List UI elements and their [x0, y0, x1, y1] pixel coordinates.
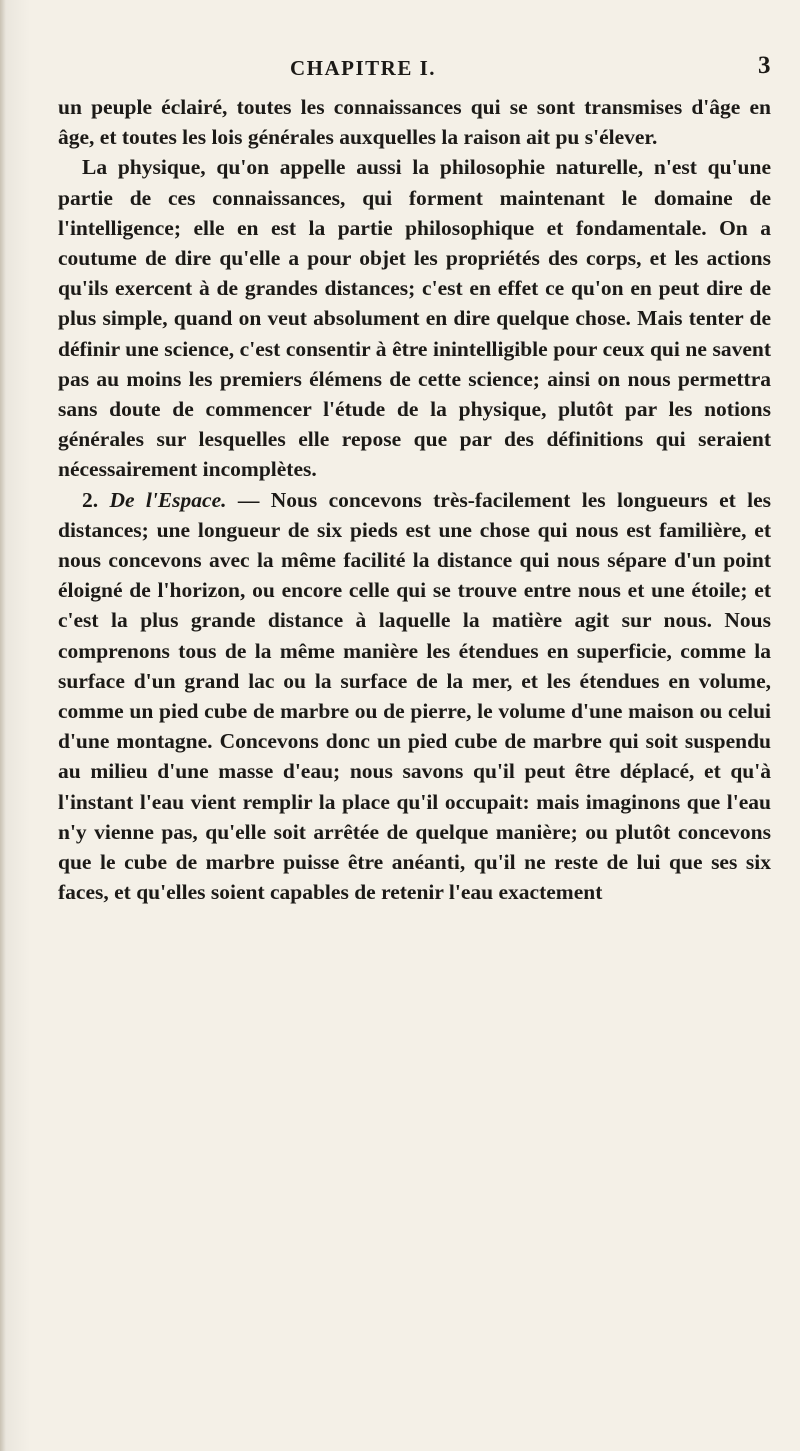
section-dash: —: [226, 487, 271, 512]
paragraph-1: un peuple éclairé, toutes les connaissances qui se sont transmises d'âge en âge, et toutes les lois générales auxquelles la raison ait pu s'élever.: [58, 95, 771, 150]
page-header: [0, 44, 800, 84]
paragraph-3: Nous concevons très-facilement les longueurs et les distances; une longueur de six pieds est une chose qui nous est familière, et nous concevons avec la même facilité la distance qui nous sépare d'un point éloigné de l'horizon, ou encore celle qui se trouve entre nous et une étoile; et c'est la plus grande distance à laquelle la matière agit sur nous. Nous comprenons tous de la même manière les étendues en superficie, comme la surface d'un grand lac ou la surface de la mer, et les étendues en volume, comme un pied cube de marbre ou de pierre, le volume d'une maison ou celui d'une montagne. Concevons donc un pied cube de marbre qui soit suspendu au milieu d'une masse d'eau; nous savons qu'il peut être déplacé, et qu'à l'instant l'eau vient remplir la place qu'il occupait: mais imaginons que l'eau n'y vienne pas, qu'elle soit arrêtée de quelque manière; ou plutôt concevons que le cube de marbre puisse être anéanti, qu'il ne reste de lui que ses six faces, et qu'elles soient capables de retenir l'eau exactement: [58, 487, 772, 905]
running-head: CHAPITRE I.: [290, 56, 437, 80]
section-title: De l'Espace.: [109, 487, 227, 512]
paragraph-2: La physique, qu'on appelle aussi la philosophie naturelle, n'est qu'une partie de ces connaissances, qui forment maintenant le domaine de l'intelligence; elle en est la partie philosophique et fondamentale. On a coutume de dire qu'elle a pour objet les propriétés des corps, et les actions qu'ils exercent à de grandes distances; c'est en effet ce qu'on en peut dire de plus simple, quand on veut absolument en dire quelque chose. Mais tenter de définir une science, c'est consentir à être inintelligible pour ceux qui ne savent pas au moins les premiers élémens de cette science; ainsi on nous permettra sans doute de commencer l'étude de la physique, plutôt par les notions générales sur lesquelles elle repose que par des définitions qui seraient nécessairement incomplètes.: [58, 155, 771, 482]
section-number: 2.: [82, 487, 99, 512]
page-number: 3: [758, 52, 771, 79]
body-text: [58, 92, 771, 907]
section-2-paragraph: [58, 485, 771, 908]
binding-shadow: [0, 0, 6, 1451]
